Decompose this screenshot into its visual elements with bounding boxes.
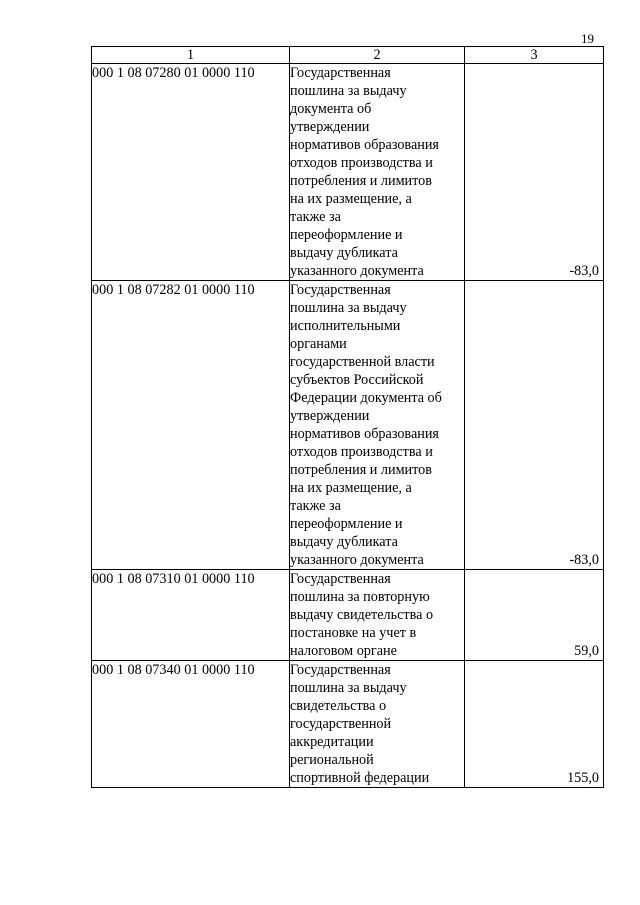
- revenue-name-line: потребления и лимитов: [290, 173, 432, 189]
- revenue-name-line: нормативов образования: [290, 137, 439, 153]
- revenue-name-line: государственной: [290, 716, 392, 732]
- amount-cell: 155,0: [465, 661, 604, 788]
- revenue-name-line: региональной: [290, 752, 374, 768]
- revenue-name-line: государственной власти: [290, 354, 435, 370]
- revenue-name-line: Государственная: [290, 282, 391, 298]
- table-body: [92, 64, 604, 788]
- revenue-name-line: также за: [290, 209, 341, 225]
- amount-cell: 59,0: [465, 570, 604, 661]
- revenue-name-cell: [290, 570, 465, 661]
- column-header-1: 1: [92, 47, 290, 64]
- revenue-table: [91, 46, 604, 788]
- revenue-name-line: Федерации документа об: [290, 390, 442, 406]
- revenue-name-line: выдачу дубликата: [290, 245, 398, 261]
- revenue-name-line: указанного документа: [290, 552, 424, 568]
- column-header-3: 3: [465, 47, 604, 64]
- revenue-name-line: утверждении: [290, 119, 370, 135]
- amount-cell: -83,0: [465, 281, 604, 570]
- revenue-name-line: документа об: [290, 101, 372, 117]
- revenue-name-line: свидетельства о: [290, 698, 387, 714]
- revenue-name-line: налоговом органе: [290, 643, 397, 659]
- budget-code-cell: 000 1 08 07310 01 0000 110: [92, 570, 290, 661]
- revenue-name-line: выдачу дубликата: [290, 534, 398, 550]
- budget-code-cell: 000 1 08 07282 01 0000 110: [92, 281, 290, 570]
- table-row: [92, 570, 604, 661]
- revenue-name-cell: [290, 661, 465, 788]
- revenue-name-line: пошлина за выдачу: [290, 680, 407, 696]
- amount-cell: -83,0: [465, 64, 604, 281]
- table-header-row: [92, 47, 604, 64]
- column-header-2: 2: [290, 47, 465, 64]
- revenue-name-line: отходов производства и: [290, 444, 433, 460]
- revenue-name-line: Государственная: [290, 662, 391, 678]
- revenue-name-line: органами: [290, 336, 347, 352]
- revenue-name-line: также за: [290, 498, 341, 514]
- revenue-name-line: пошлина за повторную: [290, 589, 430, 605]
- revenue-name-line: выдачу свидетельства о: [290, 607, 434, 623]
- budget-code-cell: 000 1 08 07340 01 0000 110: [92, 661, 290, 788]
- revenue-name-line: нормативов образования: [290, 426, 439, 442]
- page-number: 19: [581, 31, 594, 46]
- revenue-name-line: пошлина за выдачу: [290, 83, 407, 99]
- revenue-name-line: потребления и лимитов: [290, 462, 432, 478]
- revenue-name-line: Государственная: [290, 571, 391, 587]
- revenue-name-line: утверждении: [290, 408, 370, 424]
- revenue-name-line: на их размещение, а: [290, 480, 412, 496]
- revenue-name-line: аккредитации: [290, 734, 374, 750]
- table-row: [92, 661, 604, 788]
- table-row: [92, 64, 604, 281]
- revenue-name-line: постановке на учет в: [290, 625, 417, 641]
- budget-code-cell: 000 1 08 07280 01 0000 110: [92, 64, 290, 281]
- revenue-name-line: отходов производства и: [290, 155, 433, 171]
- revenue-name-line: исполнительными: [290, 318, 401, 334]
- revenue-name-cell: [290, 281, 465, 570]
- revenue-name-line: пошлина за выдачу: [290, 300, 407, 316]
- revenue-name-line: переоформление и: [290, 227, 403, 243]
- revenue-name-line: переоформление и: [290, 516, 403, 532]
- revenue-name-line: субъектов Российской: [290, 372, 424, 388]
- revenue-name-line: Государственная: [290, 65, 391, 81]
- revenue-name-cell: [290, 64, 465, 281]
- table-row: [92, 281, 604, 570]
- revenue-name-line: указанного документа: [290, 263, 424, 279]
- revenue-name-line: на их размещение, а: [290, 191, 412, 207]
- revenue-name-line: спортивной федерации: [290, 770, 430, 786]
